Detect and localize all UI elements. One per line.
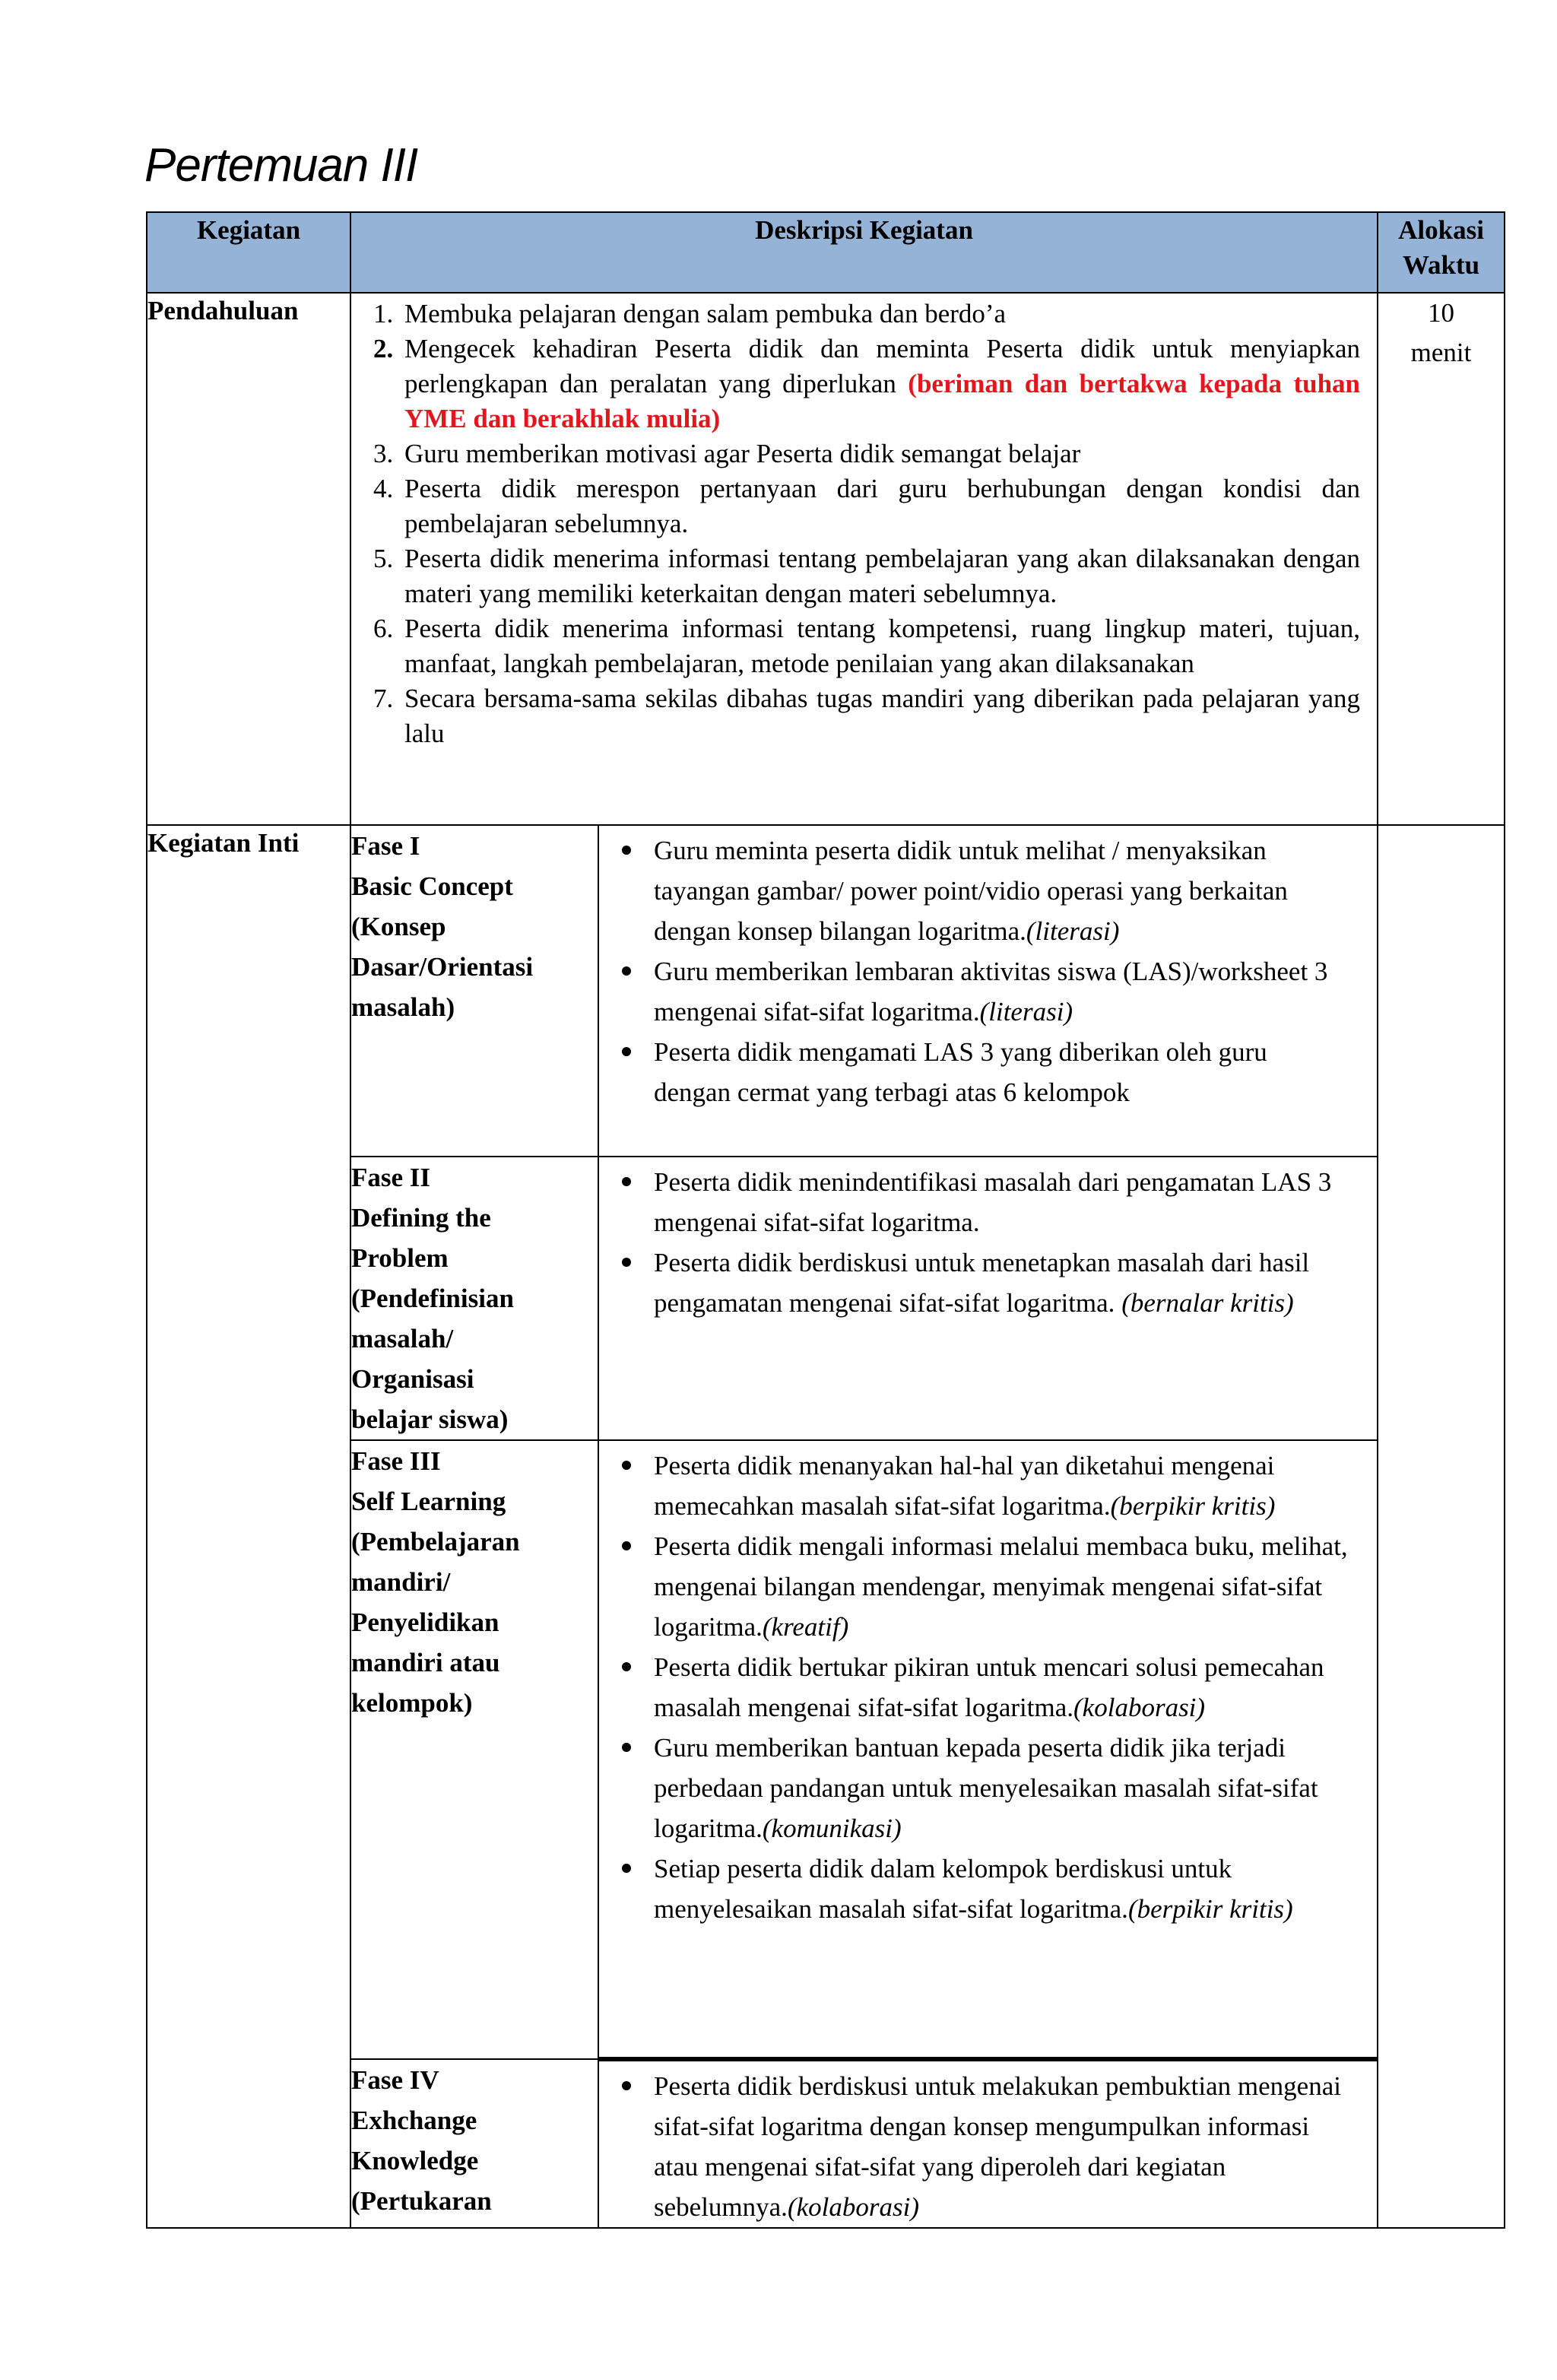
- bullet-text: Guru memberikan bantuan kepada peserta didik jika terjadi perbedaan pandangan untuk menyelesaikan masalah sifat-sifat logaritma.: [654, 1733, 1318, 1843]
- header-alokasi-line1: Alokasi: [1398, 215, 1484, 245]
- bullet-tag: (literasi): [979, 997, 1073, 1027]
- bullet-item: [654, 1526, 1349, 1647]
- fase-row: [147, 1440, 1505, 2059]
- bullet-item: [654, 2066, 1349, 2227]
- character-value-highlight: (beriman dan bertakwa kepada tuhan YME dan berakhlak mulia): [404, 369, 1361, 433]
- time-unit: menit: [1410, 338, 1472, 367]
- bullet-item: [654, 1647, 1349, 1728]
- bullet-tag: (berpikir kritis): [1110, 1491, 1276, 1521]
- page-title: Pertemuan III: [144, 139, 418, 192]
- fase-name: Fase III Self Learning (Pembelajaran mandiri/ Penyelidikan mandiri atau kelompok): [350, 1440, 598, 2059]
- lesson-plan-table: [146, 211, 1505, 2229]
- pendahuluan-item: 3. Guru memberikan motivasi agar Peserta didik semangat belajar: [400, 436, 1360, 471]
- bullet-text: Guru memberikan lembaran aktivitas siswa (LAS)/worksheet 3 mengenai sifat-sifat logaritma.: [654, 957, 1328, 1027]
- pendahuluan-list: [351, 297, 1360, 751]
- bullet-list: [599, 1445, 1349, 1929]
- bullet-list: [599, 2066, 1349, 2227]
- pendahuluan-time: [1378, 293, 1505, 825]
- bullet-tag: (kreatif): [762, 1612, 849, 1642]
- bullet-item: [654, 1032, 1349, 1112]
- fase-name: Fase IV Exhchange Knowledge (Pertukaran: [350, 2059, 598, 2228]
- bullet-item: [654, 1848, 1349, 1929]
- bullet-text: Peserta didik menindentifikasi masalah dari pengamatan LAS 3 mengenai sifat-sifat logaritma.: [654, 1167, 1332, 1237]
- bullet-tag: (kolaborasi): [787, 2192, 919, 2222]
- fase-name: Fase I Basic Concept (Konsep Dasar/Orientasi masalah): [350, 825, 598, 1157]
- bullet-text: Peserta didik mengali informasi melalui membaca buku, melihat, mengenai bilangan mendengar, menyimak mengenai sifat-sifat logaritma.: [654, 1531, 1348, 1642]
- bullet-item: [654, 830, 1349, 951]
- fase-name: Fase II Defining the Problem (Pendefinisian masalah/ Organisasi belajar siswa): [350, 1157, 598, 1440]
- fase-row: [147, 2059, 1505, 2228]
- time-value: 10: [1428, 298, 1455, 328]
- bullet-tag: (literasi): [1026, 916, 1120, 946]
- fase-row: [147, 825, 1505, 1157]
- header-alokasi: [1378, 212, 1505, 293]
- bullet-text: Peserta didik menanyakan hal-hal yan diketahui mengenai memecahkan masalah sifat-sifat logaritma.: [654, 1451, 1275, 1521]
- header-deskripsi: Deskripsi Kegiatan: [350, 212, 1378, 293]
- bullet-tag: (berpikir kritis): [1127, 1894, 1293, 1924]
- bullet-tag: (komunikasi): [762, 1814, 902, 1843]
- header-row: [147, 212, 1505, 293]
- bullet-list: [599, 1162, 1349, 1323]
- bullet-item: [654, 1162, 1349, 1242]
- bullet-item: [654, 1242, 1349, 1323]
- pendahuluan-item: 5. Peserta didik menerima informasi tentang pembelajaran yang akan dilaksanakan dengan materi yang memiliki keterkaitan dengan materi sebelumnya.: [400, 541, 1360, 611]
- bullet-text: Setiap peserta didik dalam kelompok berdiskusi untuk menyelesaikan masalah sifat-sifat logaritma.: [654, 1854, 1232, 1924]
- bullet-text: Peserta didik bertukar pikiran untuk mencari solusi pemecahan masalah mengenai sifat-sifat logaritma.: [654, 1652, 1324, 1722]
- bullet-item: [654, 951, 1349, 1032]
- bullet-item: [654, 1445, 1349, 1526]
- pendahuluan-label: Pendahuluan: [147, 293, 350, 825]
- bullet-tag: (kolaborasi): [1073, 1693, 1206, 1722]
- kegiatan-inti-label: Kegiatan Inti: [147, 825, 350, 2228]
- pendahuluan-item: 7. Secara bersama-sama sekilas dibahas tugas mandiri yang diberikan pada pelajaran yang lalu: [400, 681, 1360, 751]
- inti-time: [1378, 825, 1505, 2228]
- bullet-list: [599, 830, 1349, 1112]
- pendahuluan-description: [350, 293, 1378, 825]
- pendahuluan-item: 4. Peserta didik merespon pertanyaan dari guru berhubungan dengan kondisi dan pembelajaran sebelumnya.: [400, 471, 1360, 541]
- fase-description: [598, 1440, 1378, 2059]
- pendahuluan-item: 6. Peserta didik menerima informasi tentang kompetensi, ruang lingkup materi, tujuan, manfaat, langkah pembelajaran, metode penilaian yang akan dilaksanakan: [400, 611, 1360, 681]
- header-alokasi-line2: Waktu: [1402, 250, 1480, 280]
- fase-description: [598, 2059, 1378, 2228]
- bullet-text: Guru meminta peserta didik untuk melihat / menyaksikan tayangan gambar/ power point/vidio operasi yang berkaitan dengan konsep bilangan logaritma.: [654, 836, 1288, 946]
- header-kegiatan: Kegiatan: [147, 212, 350, 293]
- bullet-text: Peserta didik mengamati LAS 3 yang diberikan oleh guru dengan cermat yang terbagi atas 6 kelompok: [654, 1037, 1267, 1107]
- bullet-tag: (bernalar kritis): [1121, 1288, 1294, 1318]
- pendahuluan-item-text: Mengecek kehadiran Peserta didik dan meminta Peserta didik untuk menyiapkan perlengkapan dan peralatan yang diperlukan: [404, 334, 1361, 398]
- fase-row: [147, 1157, 1505, 1440]
- fase-description: [598, 825, 1378, 1157]
- bullet-text: Peserta didik berdiskusi untuk melakukan pembuktian mengenai sifat-sifat logaritma dengan konsep mengumpulkan informasi atau mengenai sifat-sifat yang diperoleh dari kegiatan sebelumnya.: [654, 2071, 1341, 2222]
- fase-description: [598, 1157, 1378, 1440]
- bullet-item: [654, 1728, 1349, 1848]
- pendahuluan-item: [400, 332, 1360, 436]
- pendahuluan-item: 1. Membuka pelajaran dengan salam pembuka dan berdo’a: [400, 297, 1360, 332]
- pendahuluan-row: [147, 293, 1505, 825]
- bullet-text: Peserta didik berdiskusi untuk menetapkan masalah dari hasil pengamatan mengenai sifat-sifat logaritma.: [654, 1248, 1310, 1318]
